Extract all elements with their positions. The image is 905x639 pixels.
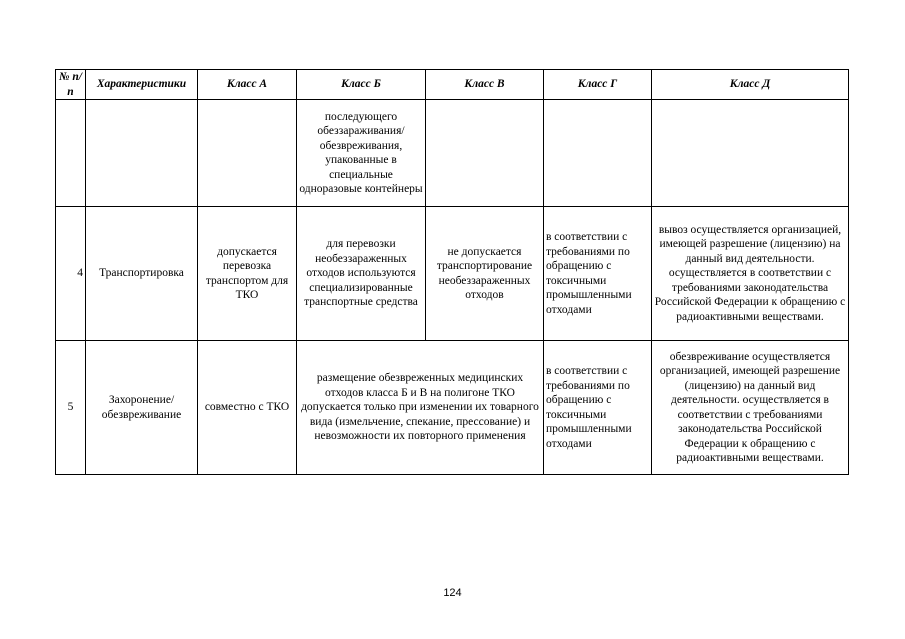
cell-class-g: в соответствии с требованиями по обращению с токсичными промышленными отходами — [544, 207, 652, 341]
cell-class-b: последующего обеззараживания/ обезвреживания, упакованные в специальные одноразовые контейнеры — [297, 100, 426, 207]
row-num: 4 — [56, 207, 86, 341]
cell-class-a — [198, 100, 297, 207]
cell-class-d — [652, 100, 849, 207]
table-row — [56, 207, 849, 341]
cell-class-v: не допускается транспортирование необеззараженных отходов — [426, 207, 544, 341]
waste-classes-table — [55, 69, 849, 475]
header-num: № п/п — [56, 70, 86, 100]
cell-class-g: в соответствии с требованиями по обращению с токсичными промышленными отходами — [544, 341, 652, 475]
row-num: 5 — [56, 341, 86, 475]
row-characteristic: Транспортировка — [86, 207, 198, 341]
cell-class-g — [544, 100, 652, 207]
table-row — [56, 341, 849, 475]
cell-class-a: допускается перевозка транспортом для ТКО — [198, 207, 297, 341]
row-num — [56, 100, 86, 207]
table-row — [56, 100, 849, 207]
cell-class-d: обезвреживание осуществляется организацией, имеющей разрешение (лицензию) на данный вид деятельности. осуществляется в соответствии с требованиями законодательства Российской Федерации к обращению с радиоактивными веществами. — [652, 341, 849, 475]
header-characteristics: Характеристики — [86, 70, 198, 100]
page-number: 124 — [443, 587, 462, 599]
header-class-b: Класс Б — [297, 70, 426, 100]
cell-class-v — [426, 100, 544, 207]
header-class-g: Класс Г — [544, 70, 652, 100]
header-class-v: Класс В — [426, 70, 544, 100]
header-class-d: Класс Д — [652, 70, 849, 100]
cell-class-b-v-merged: размещение обезвреженных медицинских отходов класса Б и В на полигоне ТКО допускается только при изменении их товарного вида (измельчение, спекание, прессование) и невозможности их повторного применения — [297, 341, 544, 475]
row-characteristic — [86, 100, 198, 207]
header-class-a: Класс А — [198, 70, 297, 100]
cell-class-b: для перевозки необеззараженных отходов используются специализированные транспортные средства — [297, 207, 426, 341]
row-characteristic: Захоронение/ обезвреживание — [86, 341, 198, 475]
cell-class-d: вывоз осуществляется организацией, имеющей разрешение (лицензию) на данный вид деятельности. осуществляется в соответствии с требованиями законодательства Российской Федерации к обращению с радиоактивными веществами. — [652, 207, 849, 341]
cell-class-a: совместно с ТКО — [198, 341, 297, 475]
table-header-row — [56, 70, 849, 100]
